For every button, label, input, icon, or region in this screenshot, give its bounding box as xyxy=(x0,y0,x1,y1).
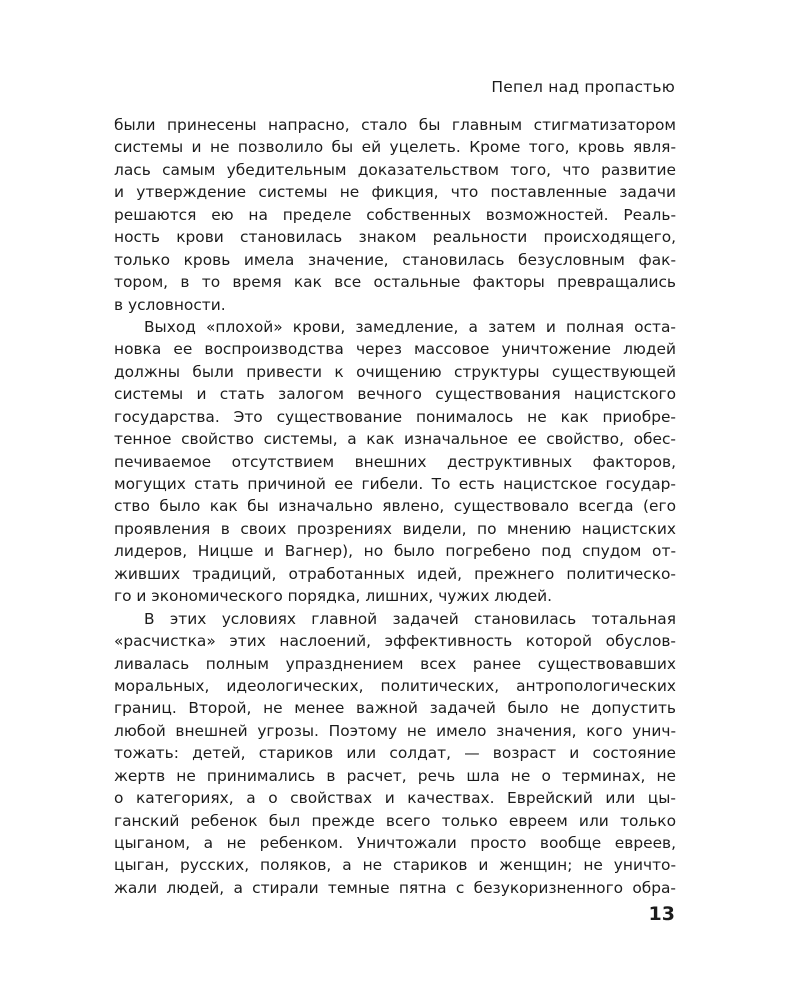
text-line: проявления в своих прозрениях видели, по мнению нацистских xyxy=(114,519,676,538)
text-line: тенное свойство системы, а как изначальное ее свойство, обес- xyxy=(114,430,676,449)
text-line: системы и стать залогом вечного существования нацистского xyxy=(114,385,676,404)
text-line: В этих условиях главной задачей становилась тотальная xyxy=(144,609,676,628)
text-line: Выход «плохой» крови, замедление, а затем и полная оста- xyxy=(144,317,676,336)
text-line: ность крови становилась знаком реальности происходящего, xyxy=(114,228,676,247)
text-line: были принесены напрасно, стало бы главным стигматизатором xyxy=(114,116,676,134)
text-line: могущих стать причиной ее гибели. То есть нацистское государ- xyxy=(114,475,676,493)
text-line: новка ее воспроизводства через массовое уничтожение людей xyxy=(114,340,676,359)
text-line: должны были привести к очищению структуры существующей xyxy=(114,362,676,381)
text-line: тором, в то время как все остальные факторы превращались xyxy=(114,273,676,292)
text-line: моральных, идеологических, политических, антропологических xyxy=(114,676,676,695)
text-line: жали людей, а стирали темные пятна с безукоризненного обра- xyxy=(114,878,676,897)
page-number: 13 xyxy=(648,903,675,925)
text-line: в условности. xyxy=(114,295,226,314)
text-line: о категориях, а о свойствах и качествах. Еврейский или цы- xyxy=(114,789,676,808)
text-line: цыган, русских, поляков, а не стариков и женщин; не уничто- xyxy=(114,856,676,875)
text-line: го и экономического порядка, лишних, чужих людей. xyxy=(114,587,553,606)
text-line: и утверждение системы не фикция, что поставленные задачи xyxy=(114,183,676,202)
text-line: тожать: детей, стариков или солдат, — возраст и состояние xyxy=(114,744,676,763)
text-line: жертв не принимались в расчет, речь шла не о терминах, не xyxy=(114,766,676,785)
text-line: ганский ребенок был прежде всего только евреем или только xyxy=(114,811,676,830)
text-line: ство было как бы изначально явлено, существовало всегда (его xyxy=(114,497,676,516)
text-line: государства. Это существование понималось не как приобре- xyxy=(114,407,676,426)
text-line: живших традиций, отработанных идей, прежнего политическо- xyxy=(114,564,676,583)
text-line: печиваемое отсутствием внешних деструктивных факторов, xyxy=(114,452,676,471)
text-line: системы и не позволило бы ей уцелеть. Кроме того, кровь явля- xyxy=(114,138,676,157)
text-line: лидеров, Ницше и Вагнер), но было погребено под спудом от- xyxy=(114,542,676,561)
text-line: любой внешней угрозы. Поэтому не имело значения, кого унич- xyxy=(114,721,676,740)
running-head: Пепел над пропастью xyxy=(491,78,675,96)
text-line: только кровь имела значение, становилась безусловным фак- xyxy=(114,250,676,269)
text-line: границ. Второй, не менее важной задачей было не допустить xyxy=(114,699,676,718)
body-text xyxy=(114,114,676,899)
text-line: «расчистка» этих наслоений, эффективность которой обуслов- xyxy=(114,632,676,651)
text-line: решаются ею на пределе собственных возможностей. Реаль- xyxy=(114,205,676,224)
text-line: ливалась полным упразднением всех ранее существовавших xyxy=(114,654,676,673)
text-line: лась самым убедительным доказательством того, что развитие xyxy=(114,160,676,179)
text-line: цыганом, а не ребенком. Уничтожали просто вообще евреев, xyxy=(114,834,676,852)
